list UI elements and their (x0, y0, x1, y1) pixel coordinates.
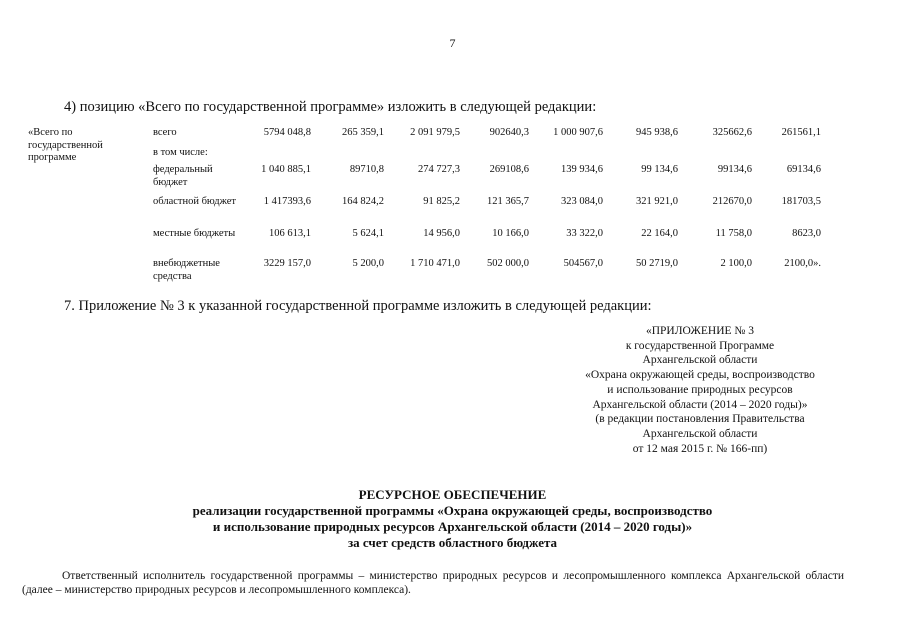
responsible-paragraph: Ответственный исполнитель государственной программы – министерство природных ресурсов и лесопромышленного комплекса Архангельской области (далее – министерство природных ресурсов и лесопромышленного комплекса). (22, 570, 844, 596)
appendix-line: от 12 мая 2015 г. № 166-пп) (632, 442, 768, 455)
table-cell: 121 365,7 (487, 196, 529, 207)
table-row-category: всего (153, 127, 177, 138)
table-cell: 321 921,0 (636, 196, 678, 207)
table-cell: 274 727,3 (418, 164, 460, 175)
table-cell: 8623,0 (792, 228, 821, 239)
table-cell: 1 040 885,1 (261, 164, 311, 175)
table-cell: 1 417393,6 (263, 196, 311, 207)
table-cell: 1 710 471,0 (410, 258, 460, 269)
table-cell: 945 938,6 (636, 127, 678, 138)
table-cell: 5 624,1 (352, 228, 384, 239)
intro-paragraph: 4) позицию «Всего по государственной программе» изложить в следующей редакции: (64, 99, 597, 115)
table-cell: 5 200,0 (352, 258, 384, 269)
table-cell: 2 100,0 (720, 258, 752, 269)
table-cell: 212670,0 (712, 196, 752, 207)
appendix-line: Архангельской области (642, 354, 758, 367)
table-cell: 261561,1 (781, 127, 821, 138)
table-cell: 181703,5 (781, 196, 821, 207)
table-row-label: «Всего по государственной программе (28, 127, 103, 163)
page-number: 7 (449, 36, 456, 50)
table-cell: 33 322,0 (566, 228, 603, 239)
table-cell: 89710,8 (349, 164, 384, 175)
table-cell: 5794 048,8 (263, 127, 311, 138)
heading-line: реализации государственной программы «Охрана окружающей среды, воспроизводство (192, 503, 713, 518)
item-7-paragraph: 7. Приложение № 3 к указанной государственной программе изложить в следующей редакции: (64, 298, 652, 314)
table-cell: 502 000,0 (487, 258, 529, 269)
appendix-line: (в редакции постановления Правительства (595, 413, 805, 426)
appendix-block (565, 324, 835, 456)
table-cell: 504567,0 (563, 258, 603, 269)
appendix-line: Архангельской области (642, 427, 758, 440)
table-row-category: внебюджетные средства (153, 258, 220, 282)
table-cell: 22 164,0 (641, 228, 678, 239)
appendix-line: и использование природных ресурсов (607, 383, 793, 396)
table-cell: 91 825,2 (423, 196, 460, 207)
table-cell: 10 166,0 (492, 228, 529, 239)
appendix-line: к государственной Программе (625, 339, 775, 352)
appendix-line: «Охрана окружающей среды, воспроизводство (585, 369, 815, 382)
table-cell: 99134,6 (717, 164, 752, 175)
table-cell: 139 934,6 (561, 164, 603, 175)
table-cell: 902640,3 (489, 127, 529, 138)
table-cell: 50 2719,0 (636, 258, 678, 269)
table-row-category: областной бюджет (153, 196, 236, 207)
heading-line: и использование природных ресурсов Архангельской области (2014 – 2020 годы)» (212, 519, 693, 534)
table-cell: 69134,6 (786, 164, 821, 175)
table-row-category: местные бюджеты (153, 228, 236, 239)
table-cell: 265 359,1 (342, 127, 384, 138)
appendix-line: Архангельской области (2014 – 2020 годы)» (592, 398, 808, 411)
table-cell: 106 613,1 (269, 228, 311, 239)
table-cell: 269108,6 (489, 164, 529, 175)
table-cell: 2 091 979,5 (410, 127, 460, 138)
table-cell: 14 956,0 (423, 228, 460, 239)
table-cell: 3229 157,0 (263, 258, 311, 269)
table-cell: 323 084,0 (561, 196, 603, 207)
table-row-category: федеральный бюджет (153, 164, 213, 188)
table-cell: 2100,0». (784, 258, 821, 269)
table-cell: 11 758,0 (715, 228, 752, 239)
appendix-line: «ПРИЛОЖЕНИЕ № 3 (645, 325, 754, 337)
section-heading (0, 487, 905, 551)
table-cell: 99 134,6 (641, 164, 678, 175)
table-row-category: в том числе: (153, 147, 208, 158)
heading-line: РЕСУРСНОЕ ОБЕСПЕЧЕНИЕ (358, 487, 547, 502)
heading-line: за счет средств областного бюджета (347, 535, 558, 550)
table-cell: 325662,6 (712, 127, 752, 138)
table-cell: 1 000 907,6 (553, 127, 603, 138)
table-cell: 164 824,2 (342, 196, 384, 207)
